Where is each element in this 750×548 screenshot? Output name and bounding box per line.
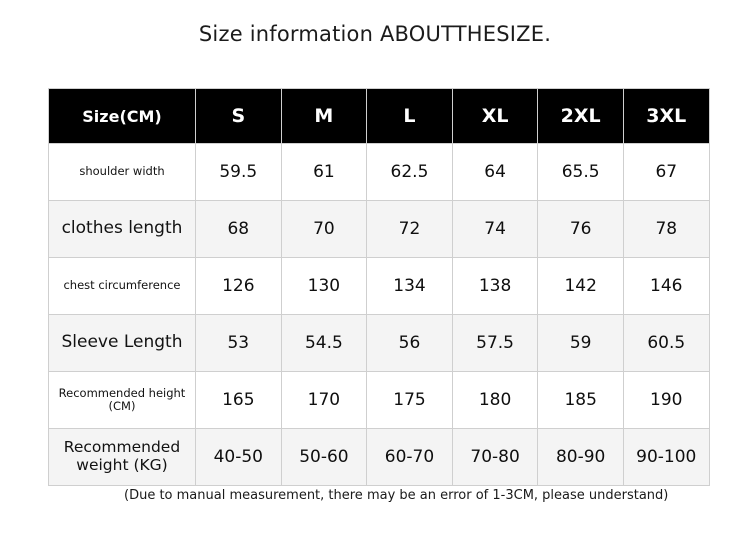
cell-value: 74: [452, 201, 538, 258]
cell-value: 61: [281, 144, 367, 201]
cell-value: 134: [367, 258, 453, 315]
table-row: [49, 429, 710, 486]
row-label-shoulder-width: shoulder width: [49, 144, 196, 201]
cell-value: 175: [367, 372, 453, 429]
cell-value: 142: [538, 258, 624, 315]
cell-value: 60-70: [367, 429, 453, 486]
cell-value: 50-60: [281, 429, 367, 486]
row-label-sleeve-length: Sleeve Length: [49, 315, 196, 372]
cell-value: 70-80: [452, 429, 538, 486]
header-size-l: L: [367, 89, 453, 144]
cell-value: 146: [623, 258, 709, 315]
cell-value: 185: [538, 372, 624, 429]
size-table: [48, 88, 710, 486]
cell-value: 56: [367, 315, 453, 372]
row-label-clothes-length: clothes length: [49, 201, 196, 258]
cell-value: 165: [196, 372, 282, 429]
header-size-cm: Size(CM): [49, 89, 196, 144]
table-header: [49, 89, 710, 144]
table-row: [49, 201, 710, 258]
cell-value: 68: [196, 201, 282, 258]
cell-value: 72: [367, 201, 453, 258]
cell-value: 54.5: [281, 315, 367, 372]
row-label-recommended-weight: Recommended weight (KG): [49, 429, 196, 486]
cell-value: 130: [281, 258, 367, 315]
cell-value: 40-50: [196, 429, 282, 486]
cell-value: 180: [452, 372, 538, 429]
table-body: [49, 144, 710, 486]
cell-value: 70: [281, 201, 367, 258]
table-header-row: [49, 89, 710, 144]
cell-value: 90-100: [623, 429, 709, 486]
cell-value: 59: [538, 315, 624, 372]
row-label-recommended-height: Recommended height (CM): [49, 372, 196, 429]
table-row: [49, 258, 710, 315]
header-size-3xl: 3XL: [623, 89, 709, 144]
header-size-s: S: [196, 89, 282, 144]
page-title: Size information ABOUTTHESIZE.: [198, 22, 552, 46]
table-row: [49, 372, 710, 429]
cell-value: 76: [538, 201, 624, 258]
cell-value: 65.5: [538, 144, 624, 201]
header-size-m: M: [281, 89, 367, 144]
cell-value: 138: [452, 258, 538, 315]
table-row: [49, 144, 710, 201]
cell-value: 59.5: [196, 144, 282, 201]
header-size-2xl: 2XL: [538, 89, 624, 144]
cell-value: 62.5: [367, 144, 453, 201]
cell-value: 64: [452, 144, 538, 201]
row-label-chest-circumference: chest circumference: [49, 258, 196, 315]
cell-value: 57.5: [452, 315, 538, 372]
cell-value: 67: [623, 144, 709, 201]
cell-value: 170: [281, 372, 367, 429]
cell-value: 190: [623, 372, 709, 429]
table-row: [49, 315, 710, 372]
header-size-xl: XL: [452, 89, 538, 144]
cell-value: 80-90: [538, 429, 624, 486]
cell-value: 60.5: [623, 315, 709, 372]
cell-value: 53: [196, 315, 282, 372]
cell-value: 78: [623, 201, 709, 258]
cell-value: 126: [196, 258, 282, 315]
measurement-disclaimer: (Due to manual measurement, there may be an error of 1-3CM, please understand): [124, 488, 669, 503]
size-table-wrapper: [48, 88, 702, 486]
